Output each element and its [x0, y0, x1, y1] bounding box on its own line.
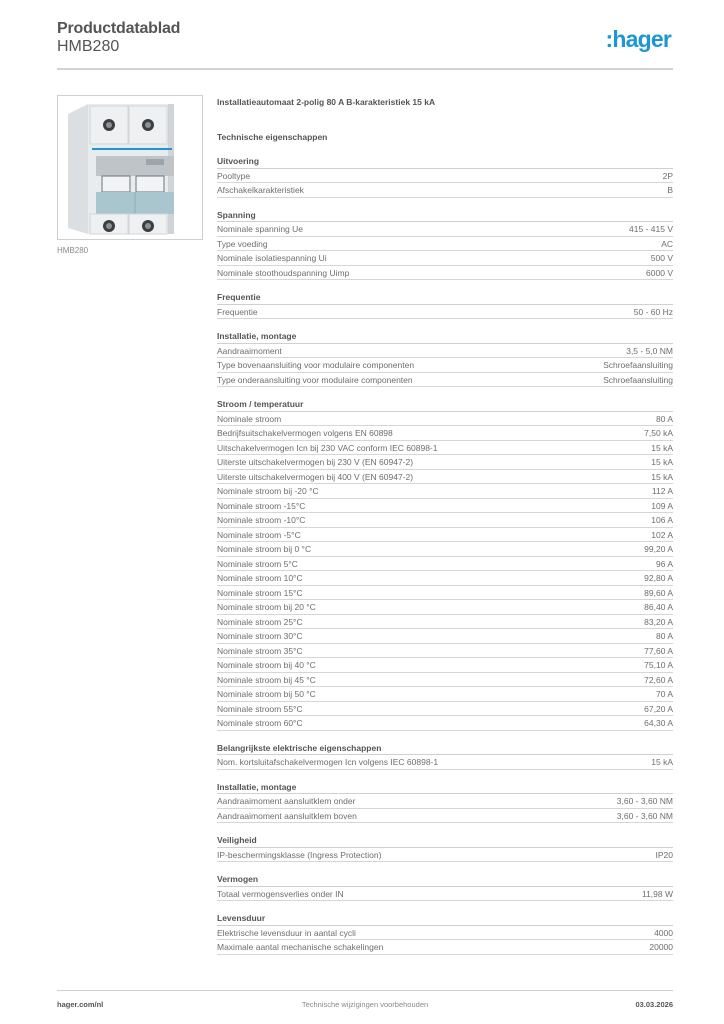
spec-section: [217, 833, 673, 862]
spec-label: Nominale stroom bij 0 °C: [217, 544, 312, 554]
spec-value: 15 kA: [651, 757, 673, 767]
spec-label: Aandraaimoment aansluitklem onder: [217, 796, 356, 806]
spec-label: Nominale stroom 15°C: [217, 587, 303, 598]
spec-value: 112 A: [651, 486, 673, 496]
spec-label: Nominale stroom: [217, 413, 282, 424]
spec-label: Nominale spanning Ue: [217, 224, 303, 234]
spec-row: [217, 716, 673, 731]
page-title: Productdatablad: [57, 20, 181, 37]
spec-label: Uiterste uitschakelvermogen bij 400 V (EN 60947-2): [217, 471, 414, 482]
spec-section: [217, 397, 673, 731]
spec-label: Nominale stroom bij -20 °C: [217, 486, 319, 496]
section-heading: Installatie, montage: [217, 329, 673, 344]
spec-label: Nominale stroom -15°C: [217, 500, 306, 511]
spec-label: Afschakelkarakteristiek: [217, 185, 304, 195]
spec-section: [217, 208, 673, 281]
spec-value: 3,60 - 3,60 NM: [616, 796, 673, 806]
spec-row: [217, 615, 673, 630]
spec-value: 86,40 A: [644, 602, 673, 612]
spec-value: 72,60 A: [644, 674, 673, 685]
spec-row: [217, 344, 673, 359]
spec-row: [217, 600, 673, 615]
spec-label: Nom. kortsluitafschakelvermogen Icn volgens IEC 60898-1: [217, 757, 439, 767]
spec-label: Nominale stroom bij 45 °C: [217, 674, 316, 685]
product-name: Installatieautomaat 2-polig 80 A B-karakteristiek 15 kA: [217, 97, 436, 107]
spec-row: [217, 658, 673, 673]
spec-label: Elektrische levensduur in aantal cycli: [217, 927, 356, 938]
spec-label: Nominale stroom bij 50 °C: [217, 689, 316, 699]
spec-value: 2P: [662, 170, 673, 181]
spec-row: [217, 373, 673, 388]
spec-label: Pooltype: [217, 170, 251, 181]
section-heading: Vermogen: [217, 872, 673, 887]
spec-value: 3,60 - 3,60 NM: [616, 810, 673, 821]
spec-label: Type onderaansluiting voor modulaire componenten: [217, 374, 413, 385]
spec-row: [217, 809, 673, 824]
spec-row: [217, 528, 673, 543]
spec-value: 20000: [649, 942, 673, 952]
spec-value: 50 - 60 Hz: [633, 306, 673, 317]
spec-value: 6000 V: [646, 267, 673, 278]
section-heading: Levensduur: [217, 911, 673, 926]
spec-label: Bedrijfsuitschakelvermogen volgens EN 60898: [217, 428, 393, 438]
spec-row: [217, 251, 673, 266]
spec-label: Aandraaimoment: [217, 345, 282, 356]
spec-row: [217, 687, 673, 702]
spec-row: [217, 470, 673, 485]
spec-label: Nominale stroom 60°C: [217, 718, 303, 728]
spec-label: Totaal vermogensverlies onder IN: [217, 888, 344, 899]
spec-label: Aandraaimoment aansluitklem boven: [217, 810, 357, 821]
spec-row: [217, 169, 673, 184]
spec-value: 80 A: [655, 413, 673, 424]
spec-row: [217, 644, 673, 659]
spec-row: [217, 183, 673, 198]
spec-row: [217, 455, 673, 470]
spec-value: 77,60 A: [644, 645, 673, 656]
spec-row: [217, 266, 673, 281]
spec-value: 89,60 A: [644, 587, 673, 598]
spec-label: Nominale stroom 25°C: [217, 616, 303, 627]
spec-label: Uiterste uitschakelvermogen bij 230 V (EN 60947-2): [217, 457, 414, 467]
section-heading: Spanning: [217, 208, 673, 223]
spec-row: [217, 702, 673, 717]
disclaimer: Technische wijzigingen voorbehouden: [301, 1000, 429, 1009]
spec-label: Type bovenaansluiting voor modulaire componenten: [217, 360, 415, 370]
spec-section: [217, 872, 673, 901]
spec-label: Nominale stroom bij 20 °C: [217, 602, 316, 612]
date: 03.03.2026: [635, 1000, 673, 1009]
spec-value: Schroefaansluiting: [603, 360, 673, 370]
website-link[interactable]: hager.com/nl: [57, 1000, 104, 1009]
spec-value: 99,20 A: [644, 544, 673, 554]
spec-row: [217, 412, 673, 427]
spec-value: 96 A: [655, 558, 673, 569]
section-heading: Stroom / temperatuur: [217, 397, 673, 412]
spec-value: 15 kA: [651, 471, 673, 482]
spec-label: Type voeding: [217, 238, 268, 249]
spec-value: 15 kA: [651, 457, 673, 467]
spec-label: Nominale stroom -10°C: [217, 515, 306, 525]
spec-section: [217, 780, 673, 824]
section-heading: Installatie, montage: [217, 780, 673, 795]
spec-row: [217, 794, 673, 809]
spec-value: 83,20 A: [644, 616, 673, 627]
spec-value: 64,30 A: [644, 718, 673, 728]
spec-value: Schroefaansluiting: [603, 374, 673, 385]
product-image: [57, 95, 203, 240]
spec-label: Nominale stroom bij 40 °C: [217, 660, 316, 670]
spec-row: [217, 586, 673, 601]
spec-value: 92,80 A: [644, 573, 673, 583]
spec-value: 102 A: [651, 529, 673, 540]
spec-value: 109 A: [651, 500, 673, 511]
spec-row: [217, 557, 673, 572]
spec-row: [217, 441, 673, 456]
tech-properties-title: Technische eigenschappen: [217, 132, 328, 142]
spec-row: [217, 755, 673, 770]
spec-row: [217, 484, 673, 499]
spec-section: [217, 290, 673, 319]
spec-row: [217, 542, 673, 557]
spec-row: [217, 222, 673, 237]
spec-section: [217, 154, 673, 198]
spec-value: 70 A: [655, 689, 673, 699]
spec-row: [217, 305, 673, 320]
spec-value: 80 A: [655, 631, 673, 641]
spec-value: 67,20 A: [644, 703, 673, 714]
spec-section: [217, 741, 673, 770]
spec-label: Frequentie: [217, 306, 258, 317]
spec-value: 15 kA: [651, 442, 673, 453]
spec-row: [217, 426, 673, 441]
spec-row: [217, 848, 673, 863]
spec-row: [217, 673, 673, 688]
spec-section: [217, 911, 673, 955]
spec-content: [217, 96, 673, 965]
spec-row: [217, 887, 673, 902]
spec-row: [217, 940, 673, 955]
spec-label: IP-beschermingsklasse (Ingress Protection): [217, 849, 382, 860]
section-heading: Belangrijkste elektrische eigenschappen: [217, 741, 673, 756]
spec-label: Nominale stroom 30°C: [217, 631, 303, 641]
spec-value: 4000: [654, 927, 673, 938]
spec-value: 3,5 - 5,0 NM: [626, 345, 673, 356]
spec-label: Nominale stoothoudspanning Uimp: [217, 267, 350, 278]
image-caption: HMB280: [57, 246, 89, 255]
page-header: [57, 20, 673, 70]
hager-logo: :hager: [605, 26, 671, 52]
spec-label: Uitschakelvermogen Icn bij 230 VAC conform IEC 60898-1: [217, 442, 438, 453]
section-heading: Veiligheid: [217, 833, 673, 848]
spec-label: Nominale stroom 55°C: [217, 703, 303, 714]
product-code: HMB280: [57, 38, 120, 55]
spec-value: 415 - 415 V: [629, 224, 673, 234]
spec-row: [217, 499, 673, 514]
spec-value: IP20: [655, 849, 673, 860]
spec-value: B: [667, 185, 673, 195]
spec-row: [217, 926, 673, 941]
spec-sections: [217, 154, 673, 955]
section-heading: Frequentie: [217, 290, 673, 305]
spec-value: 500 V: [650, 253, 673, 263]
spec-value: 106 A: [651, 515, 673, 525]
spec-row: [217, 358, 673, 373]
page-footer: [57, 990, 673, 1020]
spec-label: Nominale stroom -5°C: [217, 529, 301, 540]
spec-label: Nominale stroom 5°C: [217, 558, 298, 569]
spec-value: 7,50 kA: [644, 428, 673, 438]
circuit-breaker-icon: [58, 96, 202, 239]
spec-row: [217, 513, 673, 528]
spec-section: [217, 329, 673, 387]
spec-row: [217, 629, 673, 644]
spec-row: [217, 237, 673, 252]
spec-value: AC: [661, 238, 673, 249]
spec-value: 11,98 W: [641, 888, 673, 899]
spec-label: Nominale stroom 35°C: [217, 645, 303, 656]
spec-label: Nominale isolatiespanning Ui: [217, 253, 327, 263]
spec-row: [217, 571, 673, 586]
spec-value: 75,10 A: [644, 660, 673, 670]
section-heading: Uitvoering: [217, 154, 673, 169]
spec-label: Maximale aantal mechanische schakelingen: [217, 942, 384, 952]
spec-label: Nominale stroom 10°C: [217, 573, 303, 583]
